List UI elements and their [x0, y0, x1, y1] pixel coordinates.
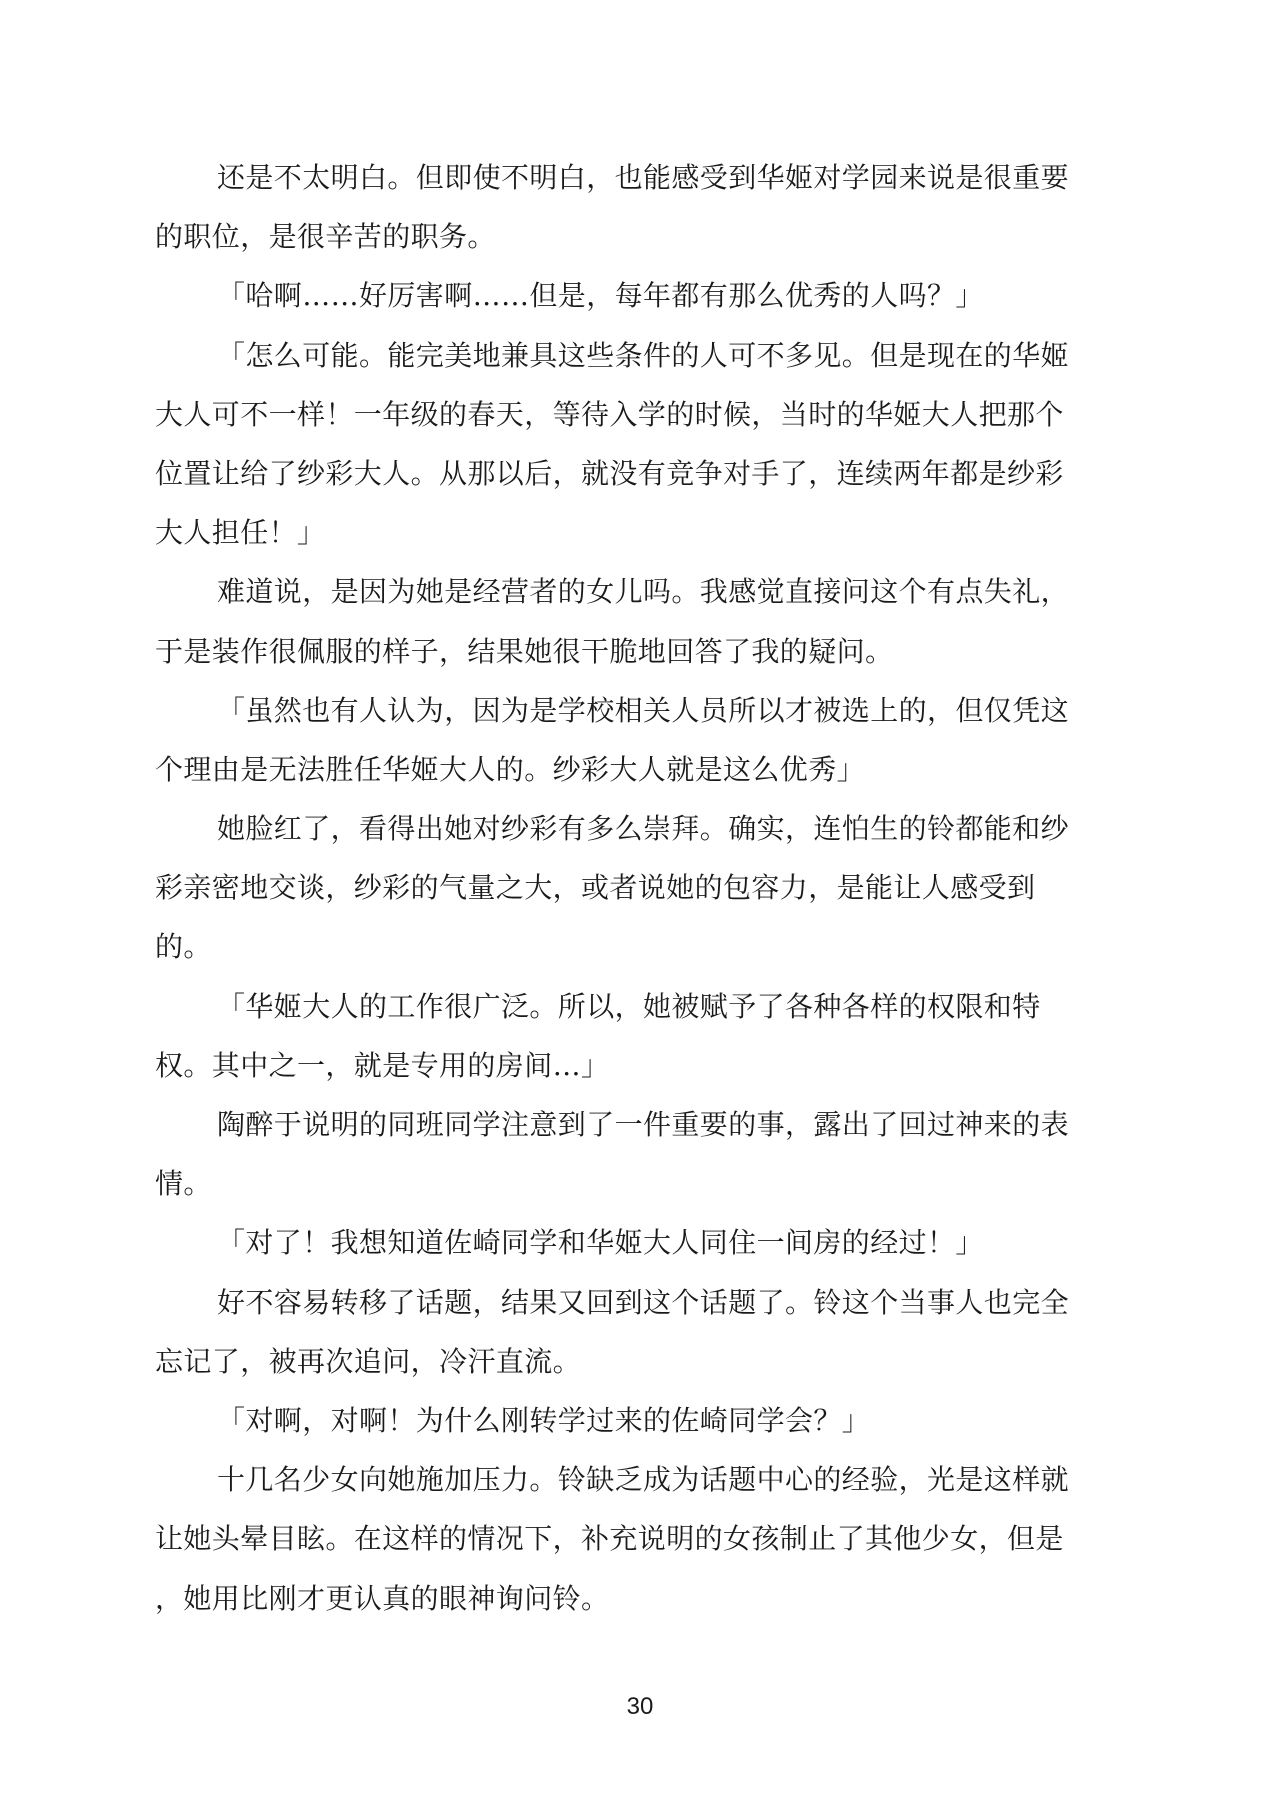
text-line: 「哈啊……好厉害啊……但是，每年都有那么优秀的人吗？」: [217, 279, 984, 313]
text-line: 好不容易转移了话题，结果又回到这个话题了。铃这个当事人也完全: [217, 1285, 1070, 1319]
text-line: 个理由是无法胜任华姬大人的。纱彩大人就是这么优秀」: [155, 752, 866, 786]
text-line: ，她用比刚才更认真的眼神询问铃。: [155, 1581, 610, 1615]
text-line: 情。: [155, 1167, 212, 1201]
text-line: 「怎么可能。能完美地兼具这些条件的人可不多见。但是现在的华姬: [217, 338, 1070, 372]
text-line: 「虽然也有人认为，因为是学校相关人员所以才被选上的，但仅凭这: [217, 693, 1070, 727]
text-line: 彩亲密地交谈，纱彩的气量之大，或者说她的包容力，是能让人感受到: [155, 871, 1036, 905]
text-line: 忘记了，被再次追问，冷汗直流。: [155, 1344, 582, 1378]
text-line: 于是装作很佩服的样子，结果她很干脆地回答了我的疑问。: [155, 634, 894, 668]
text-line: 还是不太明白。但即使不明白，也能感受到华姬对学园来说是很重要: [217, 161, 1070, 194]
text-line: 十几名少女向她施加压力。铃缺乏成为话题中心的经验，光是这样就: [217, 1463, 1070, 1497]
body-text: [155, 148, 1125, 1628]
text-line: 让她头晕目眩。在这样的情况下，补充说明的女孩制止了其他少女，但是: [155, 1522, 1064, 1556]
text-line: 「华姬大人的工作很广泛。所以，她被赋予了各种各样的权限和特: [217, 989, 1041, 1023]
text-line: 的职位，是很辛苦的职务。: [155, 220, 496, 254]
text-line: 陶醉于说明的同班同学注意到了一件重要的事，露出了回过神来的表: [217, 1108, 1070, 1141]
page-number: 30: [626, 1693, 654, 1720]
text-line: 的。: [155, 930, 212, 964]
text-line: 她脸红了，看得出她对纱彩有多么崇拜。确实，连怕生的铃都能和纱: [217, 812, 1070, 846]
text-line: 难道说，是因为她是经营者的女儿吗。我感觉直接问这个有点失礼，: [217, 575, 1070, 609]
text-line: 「对啊，对啊！为什么刚转学过来的佐崎同学会？」: [217, 1403, 871, 1437]
text-line: 位置让给了纱彩大人。从那以后，就没有竞争对手了，连续两年都是纱彩: [155, 456, 1064, 490]
text-line: 权。其中之一，就是专用的房间…」: [155, 1048, 610, 1082]
text-line: 大人可不一样！一年级的春天，等待入学的时候，当时的华姬大人把那个: [155, 397, 1064, 431]
text-line: 大人担任！」: [155, 516, 326, 550]
text-line: 「对了！我想知道佐崎同学和华姬大人同住一间房的经过！」: [217, 1226, 984, 1260]
